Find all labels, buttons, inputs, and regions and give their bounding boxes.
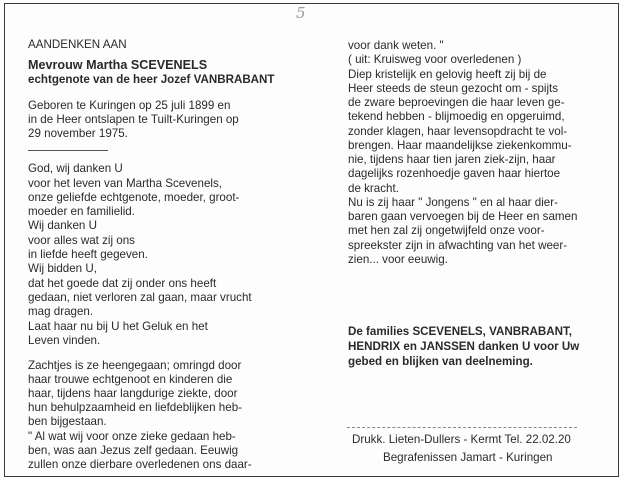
undertaker-credit: Begrafenissen Jamart - Kuringen — [383, 451, 553, 464]
divider-rule — [28, 150, 108, 151]
right-text-line: baren gaan vervoegen bij de Heer en samen — [348, 210, 578, 223]
right-text-line: spreekster zijn in afwachting van het weer- — [348, 239, 568, 252]
birth-line: in de Heer ontslapen te Tuilt-Kuringen op — [28, 113, 239, 126]
families-line: gebed en blijken van deelneming. — [348, 355, 533, 368]
deceased-name: Mevrouw Martha SCEVENELS — [28, 58, 208, 72]
right-text-line: de kracht. — [348, 182, 399, 195]
prayer-line: God, wij danken U — [28, 162, 123, 175]
right-text-line: zien... voor eeuwig. — [348, 253, 448, 266]
families-line: HENDRIX en JANSSEN danken U voor Uw — [348, 340, 580, 353]
right-text-line: zonder klagen, haar levensopdracht te vol- — [348, 125, 568, 138]
right-text-line: nie, tijdens haar tien jaren ziek-zijn, haar — [348, 153, 556, 166]
prayer-line: dat het goede dat zij onder ons heeft — [28, 277, 217, 290]
prayer-line: mag dragen. — [28, 305, 94, 318]
families-line: De families SCEVENELS, VANBRABANT, — [348, 325, 572, 338]
closing-line: zullen onze dierbare overledenen ons daar- — [28, 458, 252, 471]
prayer-line: Wij danken U — [28, 219, 97, 232]
prayer-line: onze geliefde echtgenote, moeder, groot- — [28, 191, 240, 204]
right-text-line: de zware beproevingen die haar leven ge- — [348, 96, 565, 109]
prayer-line: Leven vinden. — [28, 334, 101, 347]
closing-line: ben, was aan Jezus zelf gedaan. Eeuwig — [28, 444, 239, 457]
prayer-line: voor het leven van Martha Scevenels, — [28, 177, 222, 190]
birth-line: Geboren te Kuringen op 25 juli 1899 en — [28, 99, 231, 112]
prayer-line: gedaan, niet verloren zal gaan, maar vrucht — [28, 291, 252, 304]
right-text-line: Heer steeds de steun gezocht om - spijts — [348, 82, 559, 95]
right-text-line: met hen zal zij ongetwijfeld onze voor- — [348, 224, 545, 237]
right-text-line: Nu is zij haar " Jongens " en al haar dier- — [348, 196, 558, 209]
closing-line: haar trouwe echtgenoot en kinderen die — [28, 373, 233, 386]
right-text-line: tekend hebben - blijmoedig en opgeruimd, — [348, 110, 565, 123]
birth-line: 29 november 1975. — [28, 127, 128, 140]
closing-line: " Al wat wij voor onze zieke gedaan heb- — [28, 430, 236, 443]
right-text-line: Diep kristelijk en gelovig heeft zij bij de — [348, 68, 547, 81]
page-number-mark: 5 — [296, 4, 306, 22]
spouse-line: echtgenote van de heer Jozef VANBRABANT — [28, 73, 275, 86]
closing-line: ben bijgestaan. — [28, 415, 107, 428]
footer-divider — [347, 427, 577, 428]
right-text-line: voor dank weten. " — [348, 39, 444, 52]
source-citation: ( uit: Kruisweg voor overledenen ) — [348, 53, 522, 66]
prayer-line: Wij bidden U, — [28, 262, 97, 275]
closing-line: hun behulpzaamheid en liefdeblijken heb- — [28, 401, 242, 414]
card-header: AANDENKEN AAN — [28, 38, 127, 51]
prayer-line: voor alles wat zij ons — [28, 234, 135, 247]
closing-line: Zachtjes is ze heengegaan; omringd door — [28, 359, 242, 372]
right-text-line: dagelijks rozenhoedje gaven haar hiertoe — [348, 167, 561, 180]
printer-credit: Drukk. Lieten-Dullers - Kermt Tel. 22.02.20 — [352, 433, 571, 446]
prayer-line: moeder en familielid. — [28, 205, 135, 218]
closing-line: haar, tijdens haar langdurige ziekte, door — [28, 387, 238, 400]
right-text-line: brengen. Haar maandelijkse ziekenkommu- — [348, 139, 572, 152]
prayer-line: Laat haar nu bij U het Geluk en het — [28, 320, 208, 333]
prayer-line: in liefde heeft gegeven. — [28, 248, 148, 261]
